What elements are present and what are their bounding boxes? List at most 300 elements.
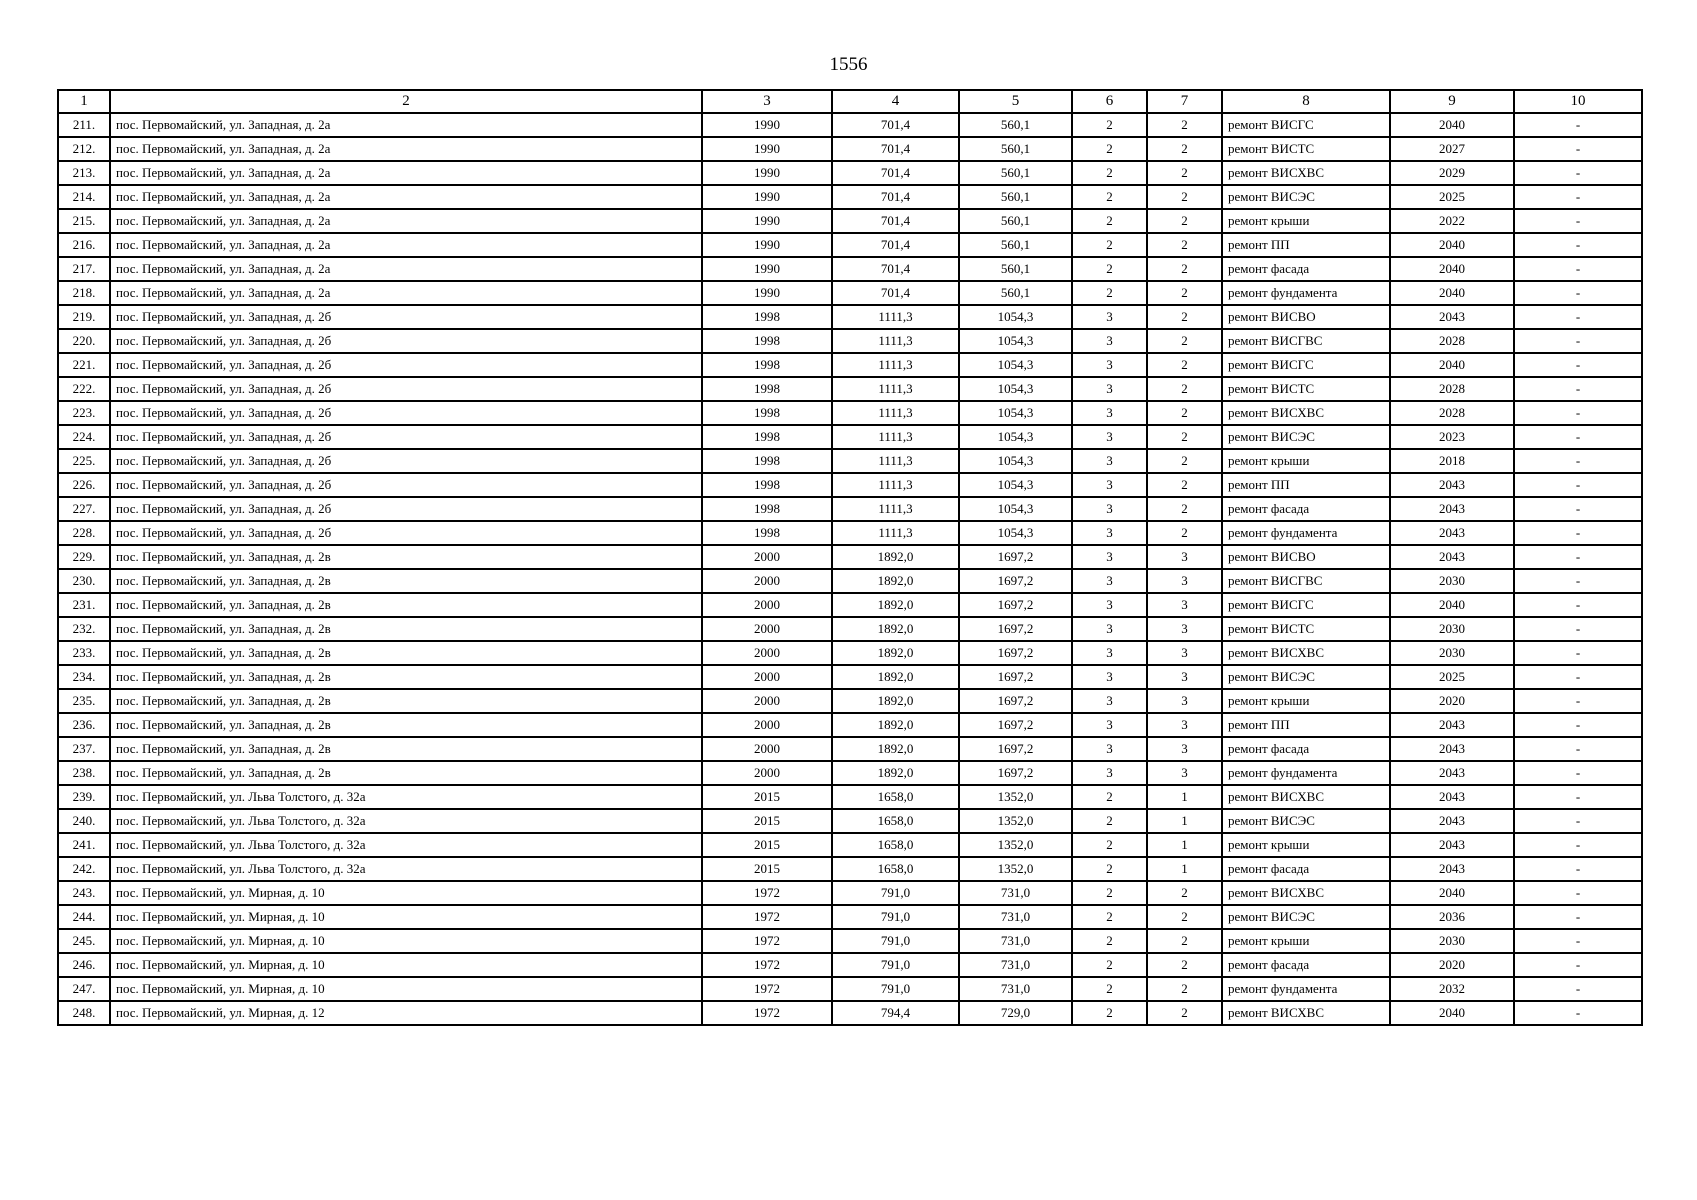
year-cell: 2000: [702, 545, 832, 569]
table-row: [58, 689, 1642, 713]
year-cell: 1998: [702, 329, 832, 353]
table-row: [58, 209, 1642, 233]
year-cell: 2000: [702, 617, 832, 641]
total-area-cell: 1111,3: [832, 449, 959, 473]
year-cell: 1990: [702, 113, 832, 137]
year-cell: 1990: [702, 185, 832, 209]
year-cell: 2000: [702, 737, 832, 761]
row-number-cell: 232.: [58, 617, 110, 641]
floors-cell: 3: [1072, 449, 1147, 473]
entrances-cell: 2: [1147, 305, 1222, 329]
entrances-cell: 3: [1147, 593, 1222, 617]
address-cell: пос. Первомайский, ул. Западная, д. 2в: [110, 761, 702, 785]
row-number-cell: 226.: [58, 473, 110, 497]
table-row: [58, 377, 1642, 401]
total-area-cell: 1111,3: [832, 377, 959, 401]
column-header-1: 1: [58, 90, 110, 113]
living-area-cell: 1697,2: [959, 713, 1072, 737]
work-type-cell: ремонт ВИСХВС: [1222, 161, 1390, 185]
planned-year-cell: 2028: [1390, 329, 1514, 353]
total-area-cell: 1892,0: [832, 737, 959, 761]
table-row: [58, 257, 1642, 281]
total-area-cell: 701,4: [832, 137, 959, 161]
note-cell: -: [1514, 353, 1642, 377]
note-cell: -: [1514, 257, 1642, 281]
table-row: [58, 305, 1642, 329]
floors-cell: 3: [1072, 497, 1147, 521]
row-number-cell: 217.: [58, 257, 110, 281]
planned-year-cell: 2043: [1390, 833, 1514, 857]
total-area-cell: 1111,3: [832, 305, 959, 329]
entrances-cell: 2: [1147, 449, 1222, 473]
floors-cell: 2: [1072, 977, 1147, 1001]
living-area-cell: 560,1: [959, 233, 1072, 257]
planned-year-cell: 2040: [1390, 281, 1514, 305]
planned-year-cell: 2030: [1390, 569, 1514, 593]
work-type-cell: ремонт ВИСТС: [1222, 617, 1390, 641]
floors-cell: 2: [1072, 785, 1147, 809]
planned-year-cell: 2022: [1390, 209, 1514, 233]
planned-year-cell: 2040: [1390, 593, 1514, 617]
planned-year-cell: 2043: [1390, 521, 1514, 545]
work-type-cell: ремонт ВИСХВС: [1222, 401, 1390, 425]
address-cell: пос. Первомайский, ул. Западная, д. 2б: [110, 521, 702, 545]
table-row: [58, 497, 1642, 521]
row-number-cell: 222.: [58, 377, 110, 401]
table-row: [58, 665, 1642, 689]
column-header-4: 4: [832, 90, 959, 113]
row-number-cell: 212.: [58, 137, 110, 161]
living-area-cell: 560,1: [959, 161, 1072, 185]
total-area-cell: 791,0: [832, 977, 959, 1001]
row-number-cell: 244.: [58, 905, 110, 929]
note-cell: -: [1514, 665, 1642, 689]
year-cell: 2000: [702, 641, 832, 665]
work-type-cell: ремонт ВИСХВС: [1222, 641, 1390, 665]
entrances-cell: 2: [1147, 929, 1222, 953]
entrances-cell: 2: [1147, 113, 1222, 137]
row-number-cell: 228.: [58, 521, 110, 545]
table-row: [58, 737, 1642, 761]
planned-year-cell: 2043: [1390, 497, 1514, 521]
note-cell: -: [1514, 401, 1642, 425]
planned-year-cell: 2030: [1390, 617, 1514, 641]
entrances-cell: 1: [1147, 809, 1222, 833]
planned-year-cell: 2030: [1390, 929, 1514, 953]
floors-cell: 3: [1072, 641, 1147, 665]
year-cell: 1998: [702, 521, 832, 545]
year-cell: 2000: [702, 689, 832, 713]
floors-cell: 3: [1072, 617, 1147, 641]
table-row: [58, 281, 1642, 305]
row-number-cell: 221.: [58, 353, 110, 377]
row-number-cell: 243.: [58, 881, 110, 905]
total-area-cell: 701,4: [832, 185, 959, 209]
total-area-cell: 1892,0: [832, 569, 959, 593]
table-row: [58, 713, 1642, 737]
row-number-cell: 213.: [58, 161, 110, 185]
total-area-cell: 1892,0: [832, 617, 959, 641]
planned-year-cell: 2043: [1390, 761, 1514, 785]
total-area-cell: 1892,0: [832, 593, 959, 617]
floors-cell: 3: [1072, 593, 1147, 617]
note-cell: -: [1514, 977, 1642, 1001]
address-cell: пос. Первомайский, ул. Западная, д. 2в: [110, 569, 702, 593]
address-cell: пос. Первомайский, ул. Мирная, д. 10: [110, 929, 702, 953]
planned-year-cell: 2040: [1390, 233, 1514, 257]
year-cell: 1972: [702, 1001, 832, 1025]
address-cell: пос. Первомайский, ул. Западная, д. 2в: [110, 641, 702, 665]
table-row: [58, 233, 1642, 257]
table-row: [58, 521, 1642, 545]
row-number-cell: 238.: [58, 761, 110, 785]
living-area-cell: 560,1: [959, 209, 1072, 233]
row-number-cell: 224.: [58, 425, 110, 449]
table-row: [58, 593, 1642, 617]
note-cell: -: [1514, 809, 1642, 833]
row-number-cell: 245.: [58, 929, 110, 953]
planned-year-cell: 2043: [1390, 473, 1514, 497]
floors-cell: 3: [1072, 353, 1147, 377]
floors-cell: 2: [1072, 953, 1147, 977]
floors-cell: 3: [1072, 473, 1147, 497]
planned-year-cell: 2028: [1390, 401, 1514, 425]
register-table: [57, 89, 1643, 1026]
note-cell: -: [1514, 929, 1642, 953]
address-cell: пос. Первомайский, ул. Льва Толстого, д. 32а: [110, 833, 702, 857]
floors-cell: 3: [1072, 329, 1147, 353]
floors-cell: 3: [1072, 665, 1147, 689]
work-type-cell: ремонт крыши: [1222, 833, 1390, 857]
total-area-cell: 1658,0: [832, 785, 959, 809]
address-cell: пос. Первомайский, ул. Западная, д. 2в: [110, 689, 702, 713]
year-cell: 2015: [702, 809, 832, 833]
work-type-cell: ремонт фасада: [1222, 257, 1390, 281]
year-cell: 1990: [702, 257, 832, 281]
note-cell: -: [1514, 1001, 1642, 1025]
entrances-cell: 3: [1147, 737, 1222, 761]
row-number-cell: 233.: [58, 641, 110, 665]
address-cell: пос. Первомайский, ул. Западная, д. 2б: [110, 449, 702, 473]
total-area-cell: 1111,3: [832, 521, 959, 545]
floors-cell: 2: [1072, 1001, 1147, 1025]
total-area-cell: 1111,3: [832, 353, 959, 377]
total-area-cell: 1111,3: [832, 473, 959, 497]
floors-cell: 2: [1072, 881, 1147, 905]
table-row: [58, 161, 1642, 185]
total-area-cell: 791,0: [832, 881, 959, 905]
living-area-cell: 1054,3: [959, 377, 1072, 401]
year-cell: 1998: [702, 305, 832, 329]
floors-cell: 3: [1072, 737, 1147, 761]
work-type-cell: ремонт фундамента: [1222, 281, 1390, 305]
column-header-9: 9: [1390, 90, 1514, 113]
note-cell: -: [1514, 881, 1642, 905]
note-cell: -: [1514, 329, 1642, 353]
year-cell: 1990: [702, 137, 832, 161]
planned-year-cell: 2040: [1390, 1001, 1514, 1025]
work-type-cell: ремонт фундамента: [1222, 977, 1390, 1001]
page-number: 1556: [829, 54, 868, 75]
floors-cell: 2: [1072, 929, 1147, 953]
living-area-cell: 560,1: [959, 137, 1072, 161]
entrances-cell: 2: [1147, 233, 1222, 257]
address-cell: пос. Первомайский, ул. Западная, д. 2а: [110, 161, 702, 185]
note-cell: -: [1514, 785, 1642, 809]
note-cell: -: [1514, 905, 1642, 929]
living-area-cell: 1697,2: [959, 665, 1072, 689]
table-row: [58, 353, 1642, 377]
table-row: [58, 1001, 1642, 1025]
table-row: [58, 857, 1642, 881]
entrances-cell: 3: [1147, 665, 1222, 689]
living-area-cell: 1697,2: [959, 641, 1072, 665]
planned-year-cell: 2040: [1390, 881, 1514, 905]
total-area-cell: 1892,0: [832, 713, 959, 737]
living-area-cell: 1697,2: [959, 761, 1072, 785]
row-number-cell: 239.: [58, 785, 110, 809]
floors-cell: 2: [1072, 113, 1147, 137]
floors-cell: 3: [1072, 713, 1147, 737]
address-cell: пос. Первомайский, ул. Западная, д. 2а: [110, 281, 702, 305]
address-cell: пос. Первомайский, ул. Западная, д. 2в: [110, 665, 702, 689]
floors-cell: 2: [1072, 233, 1147, 257]
entrances-cell: 1: [1147, 833, 1222, 857]
planned-year-cell: 2020: [1390, 689, 1514, 713]
entrances-cell: 2: [1147, 473, 1222, 497]
living-area-cell: 731,0: [959, 905, 1072, 929]
note-cell: -: [1514, 161, 1642, 185]
address-cell: пос. Первомайский, ул. Западная, д. 2б: [110, 305, 702, 329]
note-cell: -: [1514, 425, 1642, 449]
planned-year-cell: 2032: [1390, 977, 1514, 1001]
entrances-cell: 3: [1147, 761, 1222, 785]
planned-year-cell: 2027: [1390, 137, 1514, 161]
work-type-cell: ремонт ВИСВО: [1222, 305, 1390, 329]
address-cell: пос. Первомайский, ул. Западная, д. 2а: [110, 113, 702, 137]
entrances-cell: 2: [1147, 881, 1222, 905]
floors-cell: 2: [1072, 209, 1147, 233]
planned-year-cell: 2043: [1390, 785, 1514, 809]
row-number-cell: 241.: [58, 833, 110, 857]
floors-cell: 3: [1072, 305, 1147, 329]
living-area-cell: 731,0: [959, 953, 1072, 977]
planned-year-cell: 2025: [1390, 185, 1514, 209]
year-cell: 2015: [702, 785, 832, 809]
living-area-cell: 1054,3: [959, 521, 1072, 545]
living-area-cell: 731,0: [959, 881, 1072, 905]
column-header-2: 2: [110, 90, 702, 113]
table-row: [58, 473, 1642, 497]
planned-year-cell: 2030: [1390, 641, 1514, 665]
note-cell: -: [1514, 473, 1642, 497]
year-cell: 1990: [702, 161, 832, 185]
total-area-cell: 1111,3: [832, 425, 959, 449]
planned-year-cell: 2043: [1390, 545, 1514, 569]
planned-year-cell: 2018: [1390, 449, 1514, 473]
planned-year-cell: 2043: [1390, 713, 1514, 737]
address-cell: пос. Первомайский, ул. Западная, д. 2а: [110, 185, 702, 209]
total-area-cell: 1111,3: [832, 497, 959, 521]
address-cell: пос. Первомайский, ул. Западная, д. 2в: [110, 545, 702, 569]
column-header-6: 6: [1072, 90, 1147, 113]
entrances-cell: 3: [1147, 641, 1222, 665]
floors-cell: 3: [1072, 761, 1147, 785]
floors-cell: 2: [1072, 809, 1147, 833]
row-number-cell: 218.: [58, 281, 110, 305]
note-cell: -: [1514, 761, 1642, 785]
table-row: [58, 833, 1642, 857]
entrances-cell: 2: [1147, 953, 1222, 977]
floors-cell: 3: [1072, 425, 1147, 449]
living-area-cell: 1352,0: [959, 857, 1072, 881]
address-cell: пос. Первомайский, ул. Западная, д. 2в: [110, 593, 702, 617]
row-number-cell: 220.: [58, 329, 110, 353]
work-type-cell: ремонт ВИСЭС: [1222, 809, 1390, 833]
table-row: [58, 113, 1642, 137]
year-cell: 2000: [702, 665, 832, 689]
planned-year-cell: 2040: [1390, 353, 1514, 377]
row-number-cell: 231.: [58, 593, 110, 617]
entrances-cell: 2: [1147, 425, 1222, 449]
living-area-cell: 1054,3: [959, 353, 1072, 377]
living-area-cell: 731,0: [959, 977, 1072, 1001]
year-cell: 2000: [702, 761, 832, 785]
entrances-cell: 2: [1147, 905, 1222, 929]
year-cell: 1972: [702, 881, 832, 905]
work-type-cell: ремонт фундамента: [1222, 761, 1390, 785]
entrances-cell: 2: [1147, 161, 1222, 185]
living-area-cell: 731,0: [959, 929, 1072, 953]
entrances-cell: 3: [1147, 545, 1222, 569]
work-type-cell: ремонт ВИСГС: [1222, 593, 1390, 617]
row-number-cell: 246.: [58, 953, 110, 977]
row-number-cell: 240.: [58, 809, 110, 833]
table-row: [58, 569, 1642, 593]
entrances-cell: 3: [1147, 617, 1222, 641]
table-row: [58, 785, 1642, 809]
year-cell: 1990: [702, 209, 832, 233]
table-row: [58, 449, 1642, 473]
address-cell: пос. Первомайский, ул. Западная, д. 2в: [110, 737, 702, 761]
entrances-cell: 3: [1147, 569, 1222, 593]
note-cell: -: [1514, 185, 1642, 209]
year-cell: 1998: [702, 425, 832, 449]
table-row: [58, 137, 1642, 161]
work-type-cell: ремонт крыши: [1222, 929, 1390, 953]
year-cell: 2000: [702, 713, 832, 737]
table-row: [58, 953, 1642, 977]
living-area-cell: 560,1: [959, 257, 1072, 281]
entrances-cell: 2: [1147, 329, 1222, 353]
living-area-cell: 560,1: [959, 281, 1072, 305]
floors-cell: 3: [1072, 521, 1147, 545]
planned-year-cell: 2043: [1390, 737, 1514, 761]
note-cell: -: [1514, 713, 1642, 737]
planned-year-cell: 2043: [1390, 305, 1514, 329]
note-cell: -: [1514, 281, 1642, 305]
total-area-cell: 1111,3: [832, 401, 959, 425]
entrances-cell: 2: [1147, 137, 1222, 161]
note-cell: -: [1514, 857, 1642, 881]
address-cell: пос. Первомайский, ул. Мирная, д. 12: [110, 1001, 702, 1025]
address-cell: пос. Первомайский, ул. Льва Толстого, д. 32а: [110, 809, 702, 833]
work-type-cell: ремонт фасада: [1222, 857, 1390, 881]
work-type-cell: ремонт ПП: [1222, 233, 1390, 257]
address-cell: пос. Первомайский, ул. Западная, д. 2а: [110, 233, 702, 257]
entrances-cell: 2: [1147, 401, 1222, 425]
work-type-cell: ремонт фундамента: [1222, 521, 1390, 545]
row-number-cell: 242.: [58, 857, 110, 881]
planned-year-cell: 2028: [1390, 377, 1514, 401]
note-cell: -: [1514, 113, 1642, 137]
note-cell: -: [1514, 449, 1642, 473]
table-row: [58, 929, 1642, 953]
entrances-cell: 1: [1147, 785, 1222, 809]
address-cell: пос. Первомайский, ул. Западная, д. 2б: [110, 425, 702, 449]
table-row: [58, 425, 1642, 449]
work-type-cell: ремонт ВИСТС: [1222, 137, 1390, 161]
column-header-5: 5: [959, 90, 1072, 113]
address-cell: пос. Первомайский, ул. Западная, д. 2в: [110, 617, 702, 641]
table-row: [58, 881, 1642, 905]
year-cell: 1972: [702, 905, 832, 929]
address-cell: пос. Первомайский, ул. Западная, д. 2в: [110, 713, 702, 737]
year-cell: 1998: [702, 401, 832, 425]
total-area-cell: 1892,0: [832, 545, 959, 569]
row-number-cell: 216.: [58, 233, 110, 257]
row-number-cell: 219.: [58, 305, 110, 329]
year-cell: 1972: [702, 929, 832, 953]
total-area-cell: 791,0: [832, 953, 959, 977]
living-area-cell: 1054,3: [959, 449, 1072, 473]
row-number-cell: 225.: [58, 449, 110, 473]
living-area-cell: 729,0: [959, 1001, 1072, 1025]
total-area-cell: 701,4: [832, 233, 959, 257]
floors-cell: 2: [1072, 257, 1147, 281]
living-area-cell: 1054,3: [959, 473, 1072, 497]
entrances-cell: 3: [1147, 689, 1222, 713]
planned-year-cell: 2040: [1390, 113, 1514, 137]
row-number-cell: 234.: [58, 665, 110, 689]
work-type-cell: ремонт ВИСХВС: [1222, 881, 1390, 905]
row-number-cell: 236.: [58, 713, 110, 737]
note-cell: -: [1514, 569, 1642, 593]
note-cell: -: [1514, 641, 1642, 665]
note-cell: -: [1514, 545, 1642, 569]
living-area-cell: 1697,2: [959, 617, 1072, 641]
planned-year-cell: 2043: [1390, 809, 1514, 833]
work-type-cell: ремонт ВИСВО: [1222, 545, 1390, 569]
row-number-cell: 229.: [58, 545, 110, 569]
total-area-cell: 701,4: [832, 209, 959, 233]
note-cell: -: [1514, 137, 1642, 161]
work-type-cell: ремонт ПП: [1222, 473, 1390, 497]
work-type-cell: ремонт ПП: [1222, 713, 1390, 737]
total-area-cell: 1892,0: [832, 761, 959, 785]
year-cell: 1990: [702, 233, 832, 257]
entrances-cell: 2: [1147, 353, 1222, 377]
note-cell: -: [1514, 833, 1642, 857]
column-header-3: 3: [702, 90, 832, 113]
work-type-cell: ремонт ВИСХВС: [1222, 785, 1390, 809]
note-cell: -: [1514, 689, 1642, 713]
work-type-cell: ремонт ВИСЭС: [1222, 905, 1390, 929]
address-cell: пос. Первомайский, ул. Западная, д. 2а: [110, 257, 702, 281]
entrances-cell: 2: [1147, 185, 1222, 209]
planned-year-cell: 2040: [1390, 257, 1514, 281]
living-area-cell: 1054,3: [959, 425, 1072, 449]
